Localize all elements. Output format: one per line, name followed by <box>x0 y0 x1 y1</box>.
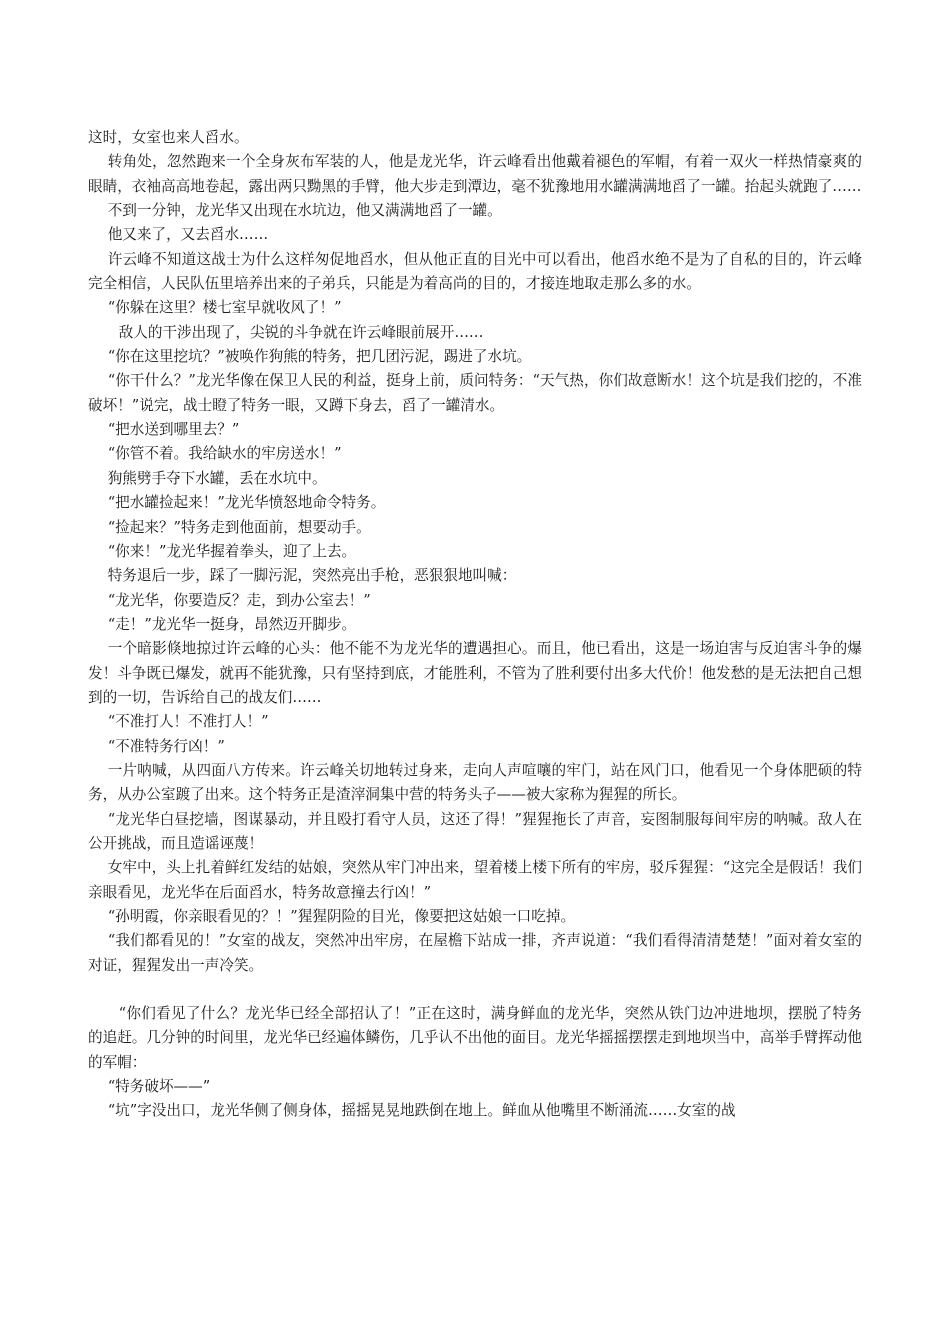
paragraph: 一片呐喊，从四面八方传来。许云峰关切地转过身来，走向人声喧嚷的牢门，站在风门口，他看见一个身体肥硕的特务，从办公室踱了出来。这个特务正是渣滓洞集中营的特务头子——被大家称为猩猩的所长。 <box>88 761 862 804</box>
paragraph: 不到一分钟，龙光华又出现在水坑边，他又满满地舀了一罐。 <box>107 202 502 220</box>
paragraph: “你干什么？”龙光华像在保卫人民的利益，挺身上前，质问特务：“天气热，你们故意断水！这个坑是我们挖的，不准破坏！”说完，战士瞪了特务一眼，又蹲下身去，舀了一罐清水。 <box>88 372 862 414</box>
paragraph: “坑”字没出口，龙光华侧了侧身体，摇摇晃晃地跌倒在地上。鲜血从他嘴里不断涌流……女室的战 <box>107 1102 736 1120</box>
paragraph: 一个暗影倏地掠过许云峰的心头：他不能不为龙光华的遭遇担心。而且，他已看出，这是一场迫害与反迫害斗争的爆发！斗争既已爆发，就再不能犹豫，只有坚持到底，才能胜利，不管为了胜利要付出多大代价！他发愁的是无法把自己想到的一切，告诉给自己的战友们…… <box>88 640 862 706</box>
paragraph: 转角处，忽然跑来一个全身灰布军装的人，他是龙光华，许云峰看出他戴着褪色的军帽，有着一双火一样热情豪爽的眼睛，衣袖高高地卷起，露出两只黝黑的手臂，他大步走到潭边，毫不犹豫地用水罐满满地舀了一罐。抬起头就跑了…… <box>88 153 862 195</box>
paragraph: “你们看见了什么？龙光华已经全部招认了！”正在这时，满身鲜血的龙光华，突然从铁门边冲进地坝，摆脱了特务的追赶。几分钟的时间里，龙光华已经遍体鳞伤，几乎认不出他的面目。龙光华摇摇摆摆走到地坝当中，高举手臂挥动他的军帽： <box>88 1005 862 1071</box>
paragraph: “孙明霞，你亲眼看见的？！”猩猩阴险的目光，像要把这姑娘一口吃掉。 <box>107 908 576 925</box>
paragraph: 他又来了，又去舀水…… <box>107 226 269 244</box>
paragraph: “你在这里挖坑？”被唤作狗熊的特务，把几团污泥，踢进了水坑。 <box>107 348 532 366</box>
paragraph: “把水送到哪里去？” <box>107 421 240 439</box>
paragraph: “你来！”龙光华握着拳头，迎了上去。 <box>107 542 357 560</box>
paragraph: “捡起来？”特务走到他面前，想要动手。 <box>107 518 371 536</box>
paragraph: “把水罐捡起来！”龙光华愤怒地命令特务。 <box>107 494 386 512</box>
paragraph: “龙光华白昼挖墙，图谋暴动，并且殴打看守人员，这还了得！”猩猩拖长了声音，妄图制服每间牢房的呐喊。敌人在公开挑战，而且造谣诬蔑！ <box>88 810 862 852</box>
paragraph: 女牢中，头上扎着鲜红发结的姑娘，突然从牢门冲出来，望着楼上楼下所有的牢房，驳斥猩猩：“这完全是假话！我们亲眼看见，龙光华在后面舀水，特务故意撞去行凶！” <box>88 859 862 901</box>
paragraph: “我们都看见的！”女室的战友，突然冲出牢房，在屋檐下站成一排，齐声说道：“我们看得清清楚楚！”面对着女室的对证，猩猩发出一声冷笑。 <box>88 932 862 974</box>
paragraph: “你管不着。我给缺水的牢房送水！” <box>107 445 342 463</box>
paragraph: 特务退后一步，踩了一脚污泥，突然亮出手枪，恶狠狠地叫喊： <box>107 567 517 585</box>
paragraph: “不准特务行凶！” <box>107 737 225 755</box>
paragraph: 狗熊劈手夺下水罐，丢在水坑中。 <box>107 469 327 487</box>
paragraph: “你躲在这里？楼七室早就收风了！” <box>107 299 342 317</box>
paragraph: “特务破坏——” <box>107 1078 211 1096</box>
paragraph: 敌人的干涉出现了，尖锐的斗争就在许云峰眼前展开…… <box>118 323 484 341</box>
paragraph: 这时，女室也来人舀水。 <box>88 129 249 146</box>
document-page <box>88 126 862 1124</box>
paragraph: “走！”龙光华一挺身，昂然迈开脚步。 <box>107 615 357 633</box>
paragraph: 许云峰不知道这战士为什么这样匆促地舀水，但从他正直的目光中可以看出，他舀水绝不是为了自私的目的，许云峰完全相信，人民队伍里培养出来的子弟兵，只能是为着高尚的目的，才接连地取走那么多的水。 <box>88 250 862 293</box>
paragraph: “龙光华，你要造反？走，到办公室去！” <box>107 591 371 609</box>
paragraph-spacer <box>88 978 862 1002</box>
paragraph: “不准打人！不准打人！” <box>107 713 269 731</box>
